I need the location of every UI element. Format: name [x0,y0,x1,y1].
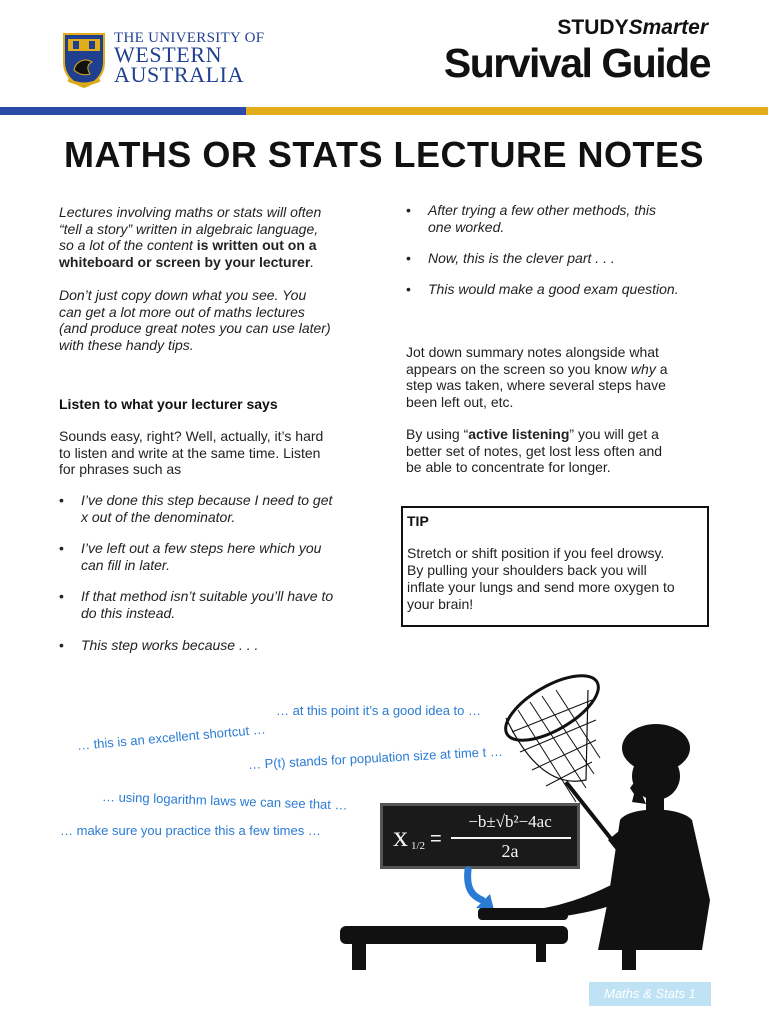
bullet-line: I’ve done this step because I need to get [81,492,333,508]
university-name-line3: AUSTRALIA [114,62,245,87]
intro-paragraph [59,204,379,270]
lecturer-quote: … using logarithm laws we can see that … [101,789,348,813]
list-item [59,637,259,654]
bullet-line: can fill in later. [81,556,170,573]
bullet-dot: • [59,492,64,508]
studysmarter-brand [557,16,708,40]
intro-line [59,237,379,254]
paragraph-line: be able to concentrate for longer. [406,459,611,475]
bullet-dot: • [59,588,64,604]
intro-emphasis: is written out on a [196,237,317,253]
active-listening-paragraph [406,426,716,476]
formula-subscript: 1/2 [411,840,426,852]
bullet-line: If that method isn’t suitable you’ll have to [81,588,334,604]
paragraph-text: By using “ [406,426,469,442]
paragraph-line: with these handy tips. [59,336,194,353]
list-item [406,250,615,267]
paragraph-text: a [655,360,668,377]
paragraph-line: (and produce great notes you can use later) [59,320,331,336]
university-name [114,42,245,87]
list-item [406,281,679,298]
paragraph-emphasis: active listening [468,426,570,442]
paragraph-line: to listen and write at the same time. Listen [59,444,321,461]
paragraph-line: better set of notes, get lost less often and [406,442,663,459]
bullet-line: one worked. [428,218,505,235]
intro-emphasis: whiteboard or screen by your lecturer [59,253,311,270]
tip-title: TIP [407,513,429,529]
bullet-line: This would make a good exam question. [428,281,679,297]
paragraph-line: step was taken, where several steps have [406,377,666,393]
bullet-line: This step works because . . . [81,637,259,653]
paragraph-line: Sounds easy, right? Well, actually, it’s hard [59,428,324,444]
student-silhouette-illustration [330,670,730,970]
survival-guide-title: Survival Guide [443,40,710,86]
intro-line [59,254,379,271]
paragraph-line: can get a lot more out of maths lectures [59,303,305,320]
intro-text: . [310,253,315,270]
tip-line: inflate your lungs and send more oxygen to [407,579,675,595]
desk [340,908,568,970]
paragraph-line: been left out, etc. [406,393,514,410]
summary-notes-paragraph [406,344,716,410]
lecturer-quote: … at this point it’s a good idea to … [276,703,481,718]
list-item [59,588,334,621]
bullet-line: Now, this is the clever part . . . [428,250,615,266]
formula-lhs: x [393,820,408,853]
paragraph-text: ” you will get a [569,426,659,442]
header-bar-blue [0,107,246,115]
formula-numerator: −b±√b²−4ac [468,812,552,831]
tips-intro-paragraph [59,287,379,353]
tip-line: Stretch or shift position if you feel drowsy. [407,545,665,561]
list-item [59,540,322,573]
bullet-line: After trying a few other methods, this [428,202,656,218]
formula-denominator: 2a [501,841,519,861]
paragraph-line: for phrases such as [59,461,182,477]
list-item [59,492,333,525]
listen-paragraph [59,428,379,478]
butterfly-net-icon [496,670,612,840]
bullet-line: do this instead. [81,604,176,621]
formula-equals: = [430,828,442,850]
intro-line: “tell a story” written in algebraic language, [59,220,319,237]
paragraph-line: Don’t just copy down what you see. You [59,287,307,303]
brand-study: STUDY [557,16,629,39]
lecturer-quote: … make sure you practice this a few times … [60,823,321,838]
blue-arrow-icon [468,870,482,900]
paragraph-emphasis: why [630,360,656,377]
tip-line: your brain! [407,596,474,612]
bullet-dot: • [59,540,64,556]
bullet-line: I’ve left out a few steps here which you [81,540,322,556]
lecturer-quote: … this is an excellent shortcut … [76,721,267,753]
intro-text: so a lot of the content [59,237,197,253]
tip-line: By pulling your shoulders back you will [407,562,647,578]
bullet-line: x out of the denominator. [81,508,236,525]
bullet-dot: • [406,202,411,218]
bullet-dot: • [406,250,411,266]
tip-body [407,545,705,613]
bullet-dot: • [406,281,411,297]
page-footer-tag: Maths & Stats 1 [589,982,711,1006]
paragraph-line: Jot down summary notes alongside what [406,344,659,360]
university-name-line1: THE UNIVERSITY OF [114,30,265,46]
lecturer-quote: … P(t) stands for population size at time t … [247,743,504,772]
list-item [406,202,656,235]
university-name-line2: WESTERN [114,42,223,67]
intro-line: Lectures involving maths or stats will often [59,204,322,220]
brand-smarter: Smarter [628,16,708,39]
section-heading-listen: Listen to what your lecturer says [59,396,278,412]
paragraph-line [406,361,716,378]
paragraph-text: appears on the screen so you know [406,360,631,377]
page-title: MATHS OR STATS LECTURE NOTES [64,134,704,175]
university-crest-logo [62,32,106,88]
header-bar-gold [246,107,768,115]
bullet-dot: • [59,637,64,653]
paragraph-line [406,426,716,443]
